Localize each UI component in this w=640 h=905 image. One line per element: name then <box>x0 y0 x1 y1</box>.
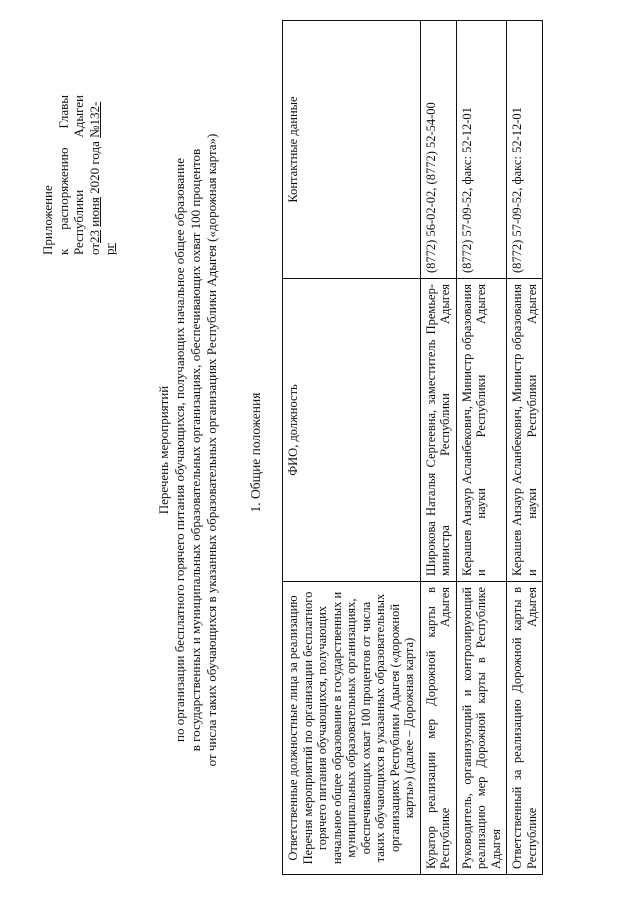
date-year: 2020 года <box>86 141 102 194</box>
table-row <box>420 21 456 875</box>
annex-word: распоряжению <box>55 147 71 230</box>
annex-word: Главы <box>55 95 71 129</box>
annex-word: к <box>55 248 71 255</box>
annex-title: Приложение <box>40 185 55 255</box>
title-line: Перечень мероприятий <box>156 385 171 515</box>
table-row <box>507 21 543 875</box>
table-row <box>456 21 507 875</box>
title-line: в государственных и муниципальных образовательных организациях, обеспечивающих охват 100 процентов <box>188 148 203 752</box>
annex-word: Республики <box>71 189 86 255</box>
date-prefix: от <box>86 242 102 255</box>
annex-line-2 <box>56 95 72 255</box>
title-line: по организации бесплатного горячего питания обучающихся, получающих начальное общее образование <box>172 158 187 743</box>
section-title: 1. Общие положения <box>248 392 263 513</box>
header-description: Перечня мероприятий по организации бесплатного горячего питания обучающихся, получающих начальное общее образование в государственных и муниципальных образовательных организациях, обеспечивающих охват 100 процентов от числа таких обучающихся в указанных образовательных организациях Республики Адыгея («дорожной карты») (далее – Дорожная карта) <box>300 591 416 865</box>
annex-line-3 <box>71 95 87 255</box>
annex-date-line <box>87 95 118 255</box>
role-cell: Куратор реализации мер Дорожной карты в Республике Адыгея <box>420 582 456 875</box>
responsibles-table <box>282 20 543 875</box>
contacts-cell: (8772) 56-02-02, (8772) 52-54-00 <box>420 21 456 279</box>
header-cell-contacts: Контактные данные <box>283 21 421 279</box>
document-number: №132-рг <box>86 101 117 255</box>
annex-header <box>40 95 118 255</box>
header-cell-responsibles <box>283 582 421 875</box>
header-label: Ответственные должностные лица за реализацию <box>286 595 300 861</box>
person-cell: Керашев Анзаур Асланбекович, Министр образования и науки Республики Адыгея <box>507 279 543 582</box>
role-cell: Руководитель, организующий и контролирующий реализацию мер Дорожной карты в Республике Адыгея <box>456 582 507 875</box>
person-cell: Керашев Анзаур Асланбекович, Министр образования и науки Республики Адыгея <box>456 279 507 582</box>
document-title <box>156 125 220 775</box>
table-header-row <box>283 21 421 875</box>
contacts-cell: (8772) 57-09-52, факс: 52-12-01 <box>507 21 543 279</box>
role-cell: Ответственный за реализацию Дорожной карты в Республике Адыгея <box>507 582 543 875</box>
person-cell: Широкова Наталья Сергеевна, заместитель Премьер-министра Республики Адыгея <box>420 279 456 582</box>
title-line: от числа таких обучающихся в указанных образовательных организациях Республики Адыгея («дорожная карта») <box>204 133 219 767</box>
date-day: 23 <box>86 229 102 243</box>
annex-word: Адыгеи <box>71 95 86 138</box>
header-cell-name: ФИО, должность <box>283 279 421 582</box>
contacts-cell: (8772) 57-09-52, факс: 52-12-01 <box>456 21 507 279</box>
date-month: июня <box>86 197 102 227</box>
